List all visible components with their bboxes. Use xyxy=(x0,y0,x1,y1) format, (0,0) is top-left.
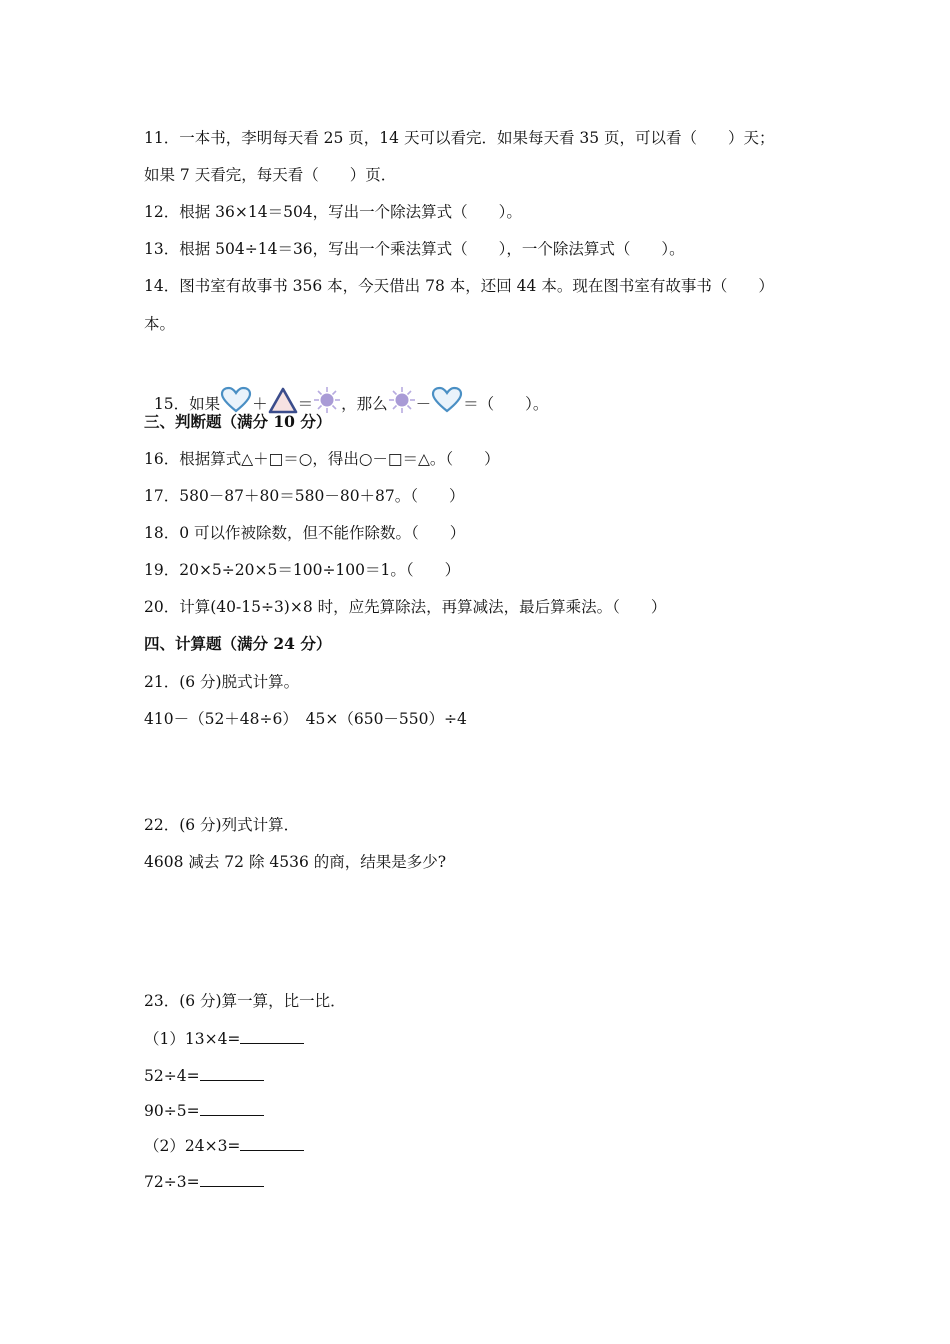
section4-heading: 四、计算题（满分 24 分） xyxy=(144,634,332,653)
q20: 20．计算(40-15÷3)×8 时，应先算除法，再算减法，最后算乘法。（ ） xyxy=(144,598,667,616)
q23-item-label: 90÷5= xyxy=(144,1102,200,1120)
q16: 16．根据算式△＋□＝○，得出○－□＝△。（ ） xyxy=(144,450,500,468)
heart-icon xyxy=(431,386,463,424)
section3-heading: 三、判断题（满分 10 分） xyxy=(144,412,332,431)
q15-prefix: 15．如果 xyxy=(153,395,221,413)
q21-expression: 410－（52＋48÷6） 45×（650－550）÷4 xyxy=(144,710,467,728)
answer-blank[interactable] xyxy=(200,1066,264,1081)
q15-middle: ，那么 xyxy=(341,395,388,413)
answer-blank[interactable] xyxy=(200,1172,264,1187)
q23-item-label: 52÷4= xyxy=(144,1067,200,1085)
q22-text: 4608 减去 72 除 4536 的商，结果是多少? xyxy=(144,853,447,871)
q13: 13．根据 504÷14＝36，写出一个乘法算式（ ），一个除法算式（ ）。 xyxy=(144,240,685,258)
q23-item xyxy=(144,1171,264,1193)
sun-icon xyxy=(388,386,416,424)
q22-title: 22．(6 分)列式计算． xyxy=(144,816,300,834)
q23-title: 23．(6 分)算一算，比一比． xyxy=(144,992,346,1010)
q15-minus: － xyxy=(415,395,432,413)
q11-line2: 如果 7 天看完，每天看（ ）页． xyxy=(144,166,397,184)
q15-equals: ＝ xyxy=(297,395,314,413)
q23-item xyxy=(144,1028,304,1050)
q23-item-label: 72÷3= xyxy=(144,1173,200,1191)
answer-blank[interactable] xyxy=(240,1029,304,1044)
q14-line1: 14．图书室有故事书 356 本，今天借出 78 本，还回 44 本。现在图书室有故事书（ ） xyxy=(144,277,774,295)
q17: 17．580－87＋80＝580－80＋87。（ ） xyxy=(144,487,465,505)
q23-item xyxy=(144,1135,304,1157)
q12: 12．根据 36×14＝504，写出一个除法算式（ ）。 xyxy=(144,203,522,221)
q15-suffix: ＝（ ）。 xyxy=(463,395,549,413)
q15-plus: ＋ xyxy=(252,395,268,413)
q23-item xyxy=(144,1065,264,1087)
q15 xyxy=(144,356,549,413)
q18: 18．0 可以作被除数，但不能作除数。（ ） xyxy=(144,524,466,542)
q11-line1: 11．一本书，李明每天看 25 页，14 天可以看完．如果每天看 35 页，可以看（ ）天； xyxy=(144,129,775,147)
q19: 19．20×5÷20×5＝100÷100＝1。（ ） xyxy=(144,561,461,579)
q23-item-label: （1）13×4= xyxy=(144,1030,241,1048)
answer-blank[interactable] xyxy=(200,1101,264,1116)
q14-line2: 本。 xyxy=(144,315,176,333)
q21-title: 21．(6 分)脱式计算。 xyxy=(144,673,300,691)
q23-item-label: （2）24×3= xyxy=(144,1137,241,1155)
answer-blank[interactable] xyxy=(240,1136,304,1151)
q23-item xyxy=(144,1100,264,1122)
